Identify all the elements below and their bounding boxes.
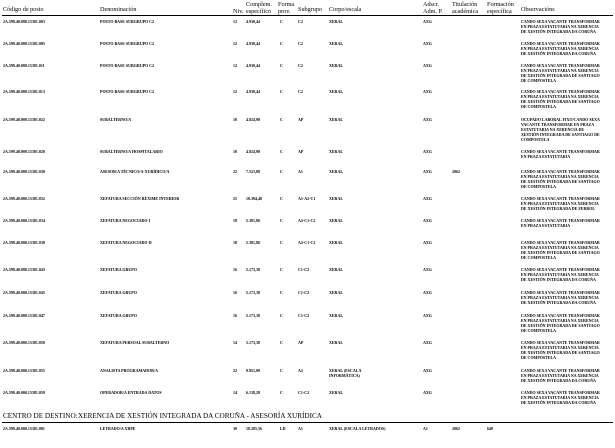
cell-adscription: AXG — [423, 240, 432, 245]
cell-subgroup: C1-C2 — [298, 390, 310, 395]
cell-level: 12 — [233, 89, 237, 94]
observation-line: XESTIÓN INTEGRADA DE SANTIAGO DE — [521, 132, 600, 137]
cell-corps: XERAL — [329, 149, 344, 154]
observation-line: VACANTE TRANSFORMAR EN PRAZA — [521, 122, 595, 127]
observation-line: EN PRAZA ESTATUTARIA NA XERENCIA — [521, 245, 599, 250]
cell-code: 2A.599.40.000.15381.045 — [3, 290, 45, 295]
cell-provision: C — [280, 340, 283, 345]
cell-level: 10 — [233, 149, 237, 154]
cell-corps: XERAL — [329, 19, 344, 24]
cell-denomination: POSTO BASE SUBGRUPO C2 — [100, 41, 155, 46]
cell-complement: 6.138,28 — [246, 390, 260, 395]
cell-adscription: AXG — [423, 89, 432, 94]
observation-line: CANDO SEXA VACANTE TRANSFORMAR — [521, 218, 600, 223]
cell-subgroup: C2 — [298, 19, 303, 24]
cell-subgroup: A2-C1-C2 — [298, 218, 316, 223]
cell-level: 30 — [233, 426, 237, 431]
cell-code: 2A.599.40.000.15381.055 — [3, 368, 45, 373]
cell-adscription: AXG — [423, 63, 432, 68]
cell-denomination: XEFATURA NEGOCIADO II — [100, 240, 152, 245]
observation-line: ESTATUTARIA NA XERENCIA DE — [521, 127, 585, 132]
cell-denomination: XEFATURA GRUPO — [100, 313, 137, 318]
cell-adscription: AXG — [423, 19, 432, 24]
observation-line: DE XESTIÓN INTEGRADA DA CORUÑA — [521, 300, 596, 305]
cell-complement: 5.381,86 — [246, 218, 260, 223]
cell-code: 2A.599.40.000.15381.047 — [3, 313, 45, 318]
cell-code: 2A.599.40.000.15381.022 — [3, 117, 45, 122]
table-row — [0, 426, 615, 448]
table-row — [0, 117, 615, 142]
cell-corps: XERAL — [329, 41, 344, 46]
observation-line: EN PRAZA ESTATUTARIA NA XERENCIA — [521, 201, 599, 206]
table-row — [0, 340, 615, 362]
observation-line: CANDO SEXA VACANTE TRANSFORMAR — [521, 169, 600, 174]
header-adscr: Adscr. — [423, 1, 439, 8]
observation-line: EN PRAZA ESTATUTARIA NA XERENCIA — [521, 46, 599, 51]
table-row — [0, 19, 615, 41]
cell-subgroup: C1-C2 — [298, 313, 310, 318]
observation-line: DE XESTIÓN INTEGRADA DA CORUÑA — [521, 378, 596, 383]
table-row — [0, 63, 615, 85]
cell-adscription: AXG — [423, 41, 432, 46]
cell-corps: XERAL (ESCALA LETRADOS) — [329, 426, 386, 431]
observation-line: DE XESTIÓN INTEGRADA DE SANTIAGO — [521, 323, 600, 328]
observation-line: EN PRAZA ESTATUTARIA NA XERENCIA — [521, 68, 599, 73]
observation-line: CANDO SEXA VACANTE TRANSFORMAR — [521, 340, 600, 345]
cell-level: 16 — [233, 313, 237, 318]
cell-corps: XERAL — [329, 340, 344, 345]
cell-degree: 2062 — [452, 169, 460, 174]
cell-level: 16 — [233, 290, 237, 295]
observation-line: DE XESTIÓN INTEGRADA DE SANTIAGO — [521, 73, 600, 78]
header-formacion: Formación — [487, 1, 514, 8]
table-row — [0, 313, 615, 335]
table-row — [0, 218, 615, 240]
header-forma: Forma — [278, 1, 295, 8]
cell-adscription: AXG — [423, 340, 432, 345]
cell-denomination: XEFATURA GRUPO — [100, 267, 137, 272]
cell-subgroup: A1 — [298, 169, 303, 174]
observation-line: EN PRAZA ESTATUTARIA NA XERENCIA — [521, 373, 599, 378]
cell-subgroup: C1-C2 — [298, 290, 310, 295]
cell-code: 2A.599.40.000.15381.038 — [3, 240, 45, 245]
cell-complement: 4.930,44 — [246, 63, 260, 68]
cell-observations — [521, 169, 615, 189]
header-codigo: Código de posto — [3, 6, 44, 13]
cell-degree: 2062 — [452, 426, 460, 431]
cell-corps: XERAL — [329, 267, 344, 272]
observation-line: EN PRAZA ESTATUTARIA NA XERENCIA — [521, 395, 599, 400]
cell-adscription: AXG — [423, 368, 432, 373]
cell-complement: 4.930,44 — [246, 89, 260, 94]
cell-observations — [521, 340, 615, 360]
header-academica: académica — [452, 8, 479, 15]
observation-line: CANDO SEXA VACANTE TRANSFORMAR — [521, 19, 600, 24]
table-row — [0, 390, 615, 412]
cell-denomination: XEFATURA SECCIÓN RÉXIME INTERIOR — [100, 196, 180, 201]
cell-code: 2A.599.40.000.15381.043 — [3, 267, 45, 272]
cell-denomination: XEFATURA PERSOAL SUBALTERNO — [100, 340, 170, 345]
cell-observations — [521, 267, 615, 282]
observation-line: DE XESTIÓN INTEGRADA DE SANTIAGO — [521, 250, 600, 255]
cell-provision: C — [280, 240, 283, 245]
observation-line: DE COMPOSTELA — [521, 104, 557, 109]
cell-adscription: AXG — [423, 390, 432, 395]
cell-level: 14 — [233, 390, 237, 395]
header-observacions: Observacións — [521, 6, 555, 13]
observation-line: EN PRAZA ESTATUTARIA NA XERENCIA — [521, 318, 599, 323]
observation-line: DE XESTIÓN INTEGRADA DE SANTIAGO — [521, 350, 600, 355]
cell-provision: C — [280, 89, 283, 94]
cell-complement: 7.523,88 — [246, 169, 260, 174]
cell-adscription: AXG — [423, 313, 432, 318]
observation-line: DE COMPOSTELA — [521, 184, 557, 189]
cell-corps: XERAL — [329, 313, 344, 318]
observation-line: DE COMPOSTELA — [521, 328, 557, 333]
cell-complement: 5.381,86 — [246, 240, 260, 245]
cell-provision: C — [280, 41, 283, 46]
cell-provision: C — [280, 196, 283, 201]
cell-complement: 4.824,90 — [246, 149, 260, 154]
cell-subgroup: A1-A2-C1 — [298, 196, 316, 201]
observation-line: CANDO SEXA VACANTE TRANSFORMAR — [521, 196, 600, 201]
header-especifico: específico — [246, 8, 272, 15]
cell-subgroup: C2 — [298, 89, 303, 94]
cell-provision: C — [280, 290, 283, 295]
center-label: CENTRO DE DESTINO: — [3, 412, 78, 420]
cell-provision: C — [280, 149, 283, 154]
cell-denomination: SUBALTERNO/A HOSPITALARIO — [100, 149, 163, 154]
cell-adscription: AXG — [423, 169, 432, 174]
cell-observations — [521, 63, 615, 83]
observation-line: DE XESTIÓN INTEGRADA DA CORUÑA — [521, 29, 596, 34]
cell-provision: C — [280, 169, 283, 174]
cell-level: 22 — [233, 169, 237, 174]
center-rule — [2, 422, 613, 423]
cell-level: 16 — [233, 267, 237, 272]
observation-line: CANDO SEXA VACANTE TRANSFORMAR — [521, 149, 600, 154]
cell-denomination: XEFATURA NEGOCIADO I — [100, 218, 151, 223]
cell-adscription: AXG — [423, 149, 432, 154]
cell-subgroup: A2-C1-C2 — [298, 240, 316, 245]
table-row — [0, 290, 615, 312]
cell-provision: C — [280, 117, 283, 122]
cell-corps: XERAL (ESCALA INFORMÁTICA) — [329, 368, 362, 378]
observation-line: CANDO SEXA VACANTE TRANSFORMAR — [521, 63, 600, 68]
cell-training: 640 — [487, 426, 493, 431]
cell-subgroup: AP — [298, 117, 304, 122]
observation-line: CANDO SEXA VACANTE TRANSFORMAR — [521, 390, 600, 395]
cell-corps: XERAL — [329, 218, 344, 223]
cell-observations — [521, 117, 615, 142]
cell-observations — [521, 390, 615, 405]
cell-provision: C — [280, 63, 283, 68]
table-row — [0, 196, 615, 218]
table-row — [0, 149, 615, 171]
cell-adscription: AXG — [423, 117, 432, 122]
cell-complement: 4.824,90 — [246, 117, 260, 122]
cell-adscription: A1 — [423, 426, 428, 431]
cell-code: 2A.599.40.000.15381.013 — [3, 89, 45, 94]
observation-line: COMPOSTELA — [521, 137, 550, 142]
cell-complement: 18.285,56 — [246, 426, 262, 431]
observation-line: DE COMPOSTELA — [521, 255, 557, 260]
observation-line: EN PRAZA ESTATUTARIA NA XERENCIA — [521, 174, 599, 179]
header-corpo: Corpo/escala — [329, 6, 362, 13]
cell-observations — [521, 19, 615, 34]
table-row — [0, 89, 615, 111]
cell-provision: C — [280, 19, 283, 24]
observation-line: DE COMPOSTELA — [521, 355, 557, 360]
cell-level: 10 — [233, 117, 237, 122]
observation-line: CANDO SEXA VACANTE TRANSFORMAR — [521, 89, 600, 94]
cell-observations — [521, 149, 615, 159]
cell-level: 12 — [233, 41, 237, 46]
cell-complement: 4.930,44 — [246, 19, 260, 24]
cell-code: 2A.599.40.000.15381.034 — [3, 218, 45, 223]
cell-subgroup: C1-C2 — [298, 267, 310, 272]
table-row — [0, 41, 615, 63]
cell-complement: 4.930,44 — [246, 41, 260, 46]
cell-adscription: AXG — [423, 196, 432, 201]
cell-subgroup: A2 — [298, 368, 303, 373]
cell-corps: XERAL — [329, 240, 344, 245]
cell-provision: C — [280, 267, 283, 272]
cell-subgroup: A1 — [298, 426, 303, 431]
cell-level: 22 — [233, 368, 237, 373]
header-complem: Complem. — [246, 1, 272, 8]
observation-line: CANDO SEXA VACANTE TRANSFORMAR — [521, 240, 600, 245]
header-rule — [2, 15, 613, 16]
cell-observations — [521, 89, 615, 109]
observation-line: EN PRAZA ESTATUTARIA NA XERENCIA — [521, 272, 599, 277]
cell-subgroup: C2 — [298, 63, 303, 68]
cell-subgroup: AP — [298, 149, 304, 154]
cell-denomination: SUBALTERNO/A — [100, 117, 132, 122]
header-subgrupo: Subgrupo — [298, 6, 323, 13]
cell-level: 12 — [233, 63, 237, 68]
observation-line: DE XESTIÓN INTEGRADA DE SANTIAGO — [521, 99, 600, 104]
cell-complement: 10.394,48 — [246, 196, 262, 201]
cell-complement: 5.173,38 — [246, 313, 260, 318]
cell-provision: C — [280, 313, 283, 318]
center-value: XERENCIA DE XESTIÓN INTEGRADA DA CORUÑA - ASESORÍA XURÍDICA — [78, 412, 322, 420]
cell-code: 2A.599.40.000.15381.059 — [3, 390, 45, 395]
cell-observations — [521, 313, 615, 333]
observation-line: DE COMPOSTELA — [521, 78, 557, 83]
cell-code: 2A.599.40.000.15381.030 — [3, 169, 45, 174]
header-titulacion: Titulación — [452, 1, 478, 8]
cell-provision: LD — [280, 426, 286, 431]
header-prov: prov. — [278, 8, 291, 15]
cell-complement: 5.173,38 — [246, 290, 260, 295]
cell-observations — [521, 41, 615, 56]
cell-denomination: ASESOR/A TÉCNICO/A-XURÍDICO/A — [100, 169, 170, 174]
cell-provision: C — [280, 368, 283, 373]
cell-observations — [521, 368, 615, 383]
cell-subgroup: AP — [298, 340, 304, 345]
cell-level: 18 — [233, 240, 237, 245]
cell-level: 18 — [233, 218, 237, 223]
cell-code: 2A.599.40.000.15381.005 — [3, 41, 45, 46]
observation-line: EN PRAZA ESTATUTARIA NA XERENCIA — [521, 345, 599, 350]
cell-level: 12 — [233, 19, 237, 24]
cell-denomination: POSTO BASE SUBGRUPO C2 — [100, 63, 155, 68]
header-especifica: específica — [487, 8, 512, 15]
cell-subgroup: C2 — [298, 41, 303, 46]
cell-denomination: LETRADO/A XRPE — [100, 426, 136, 431]
observation-line: DE XESTIÓN INTEGRADA DA CORUÑA — [521, 277, 596, 282]
cell-level: 25 — [233, 196, 237, 201]
cell-level: 14 — [233, 340, 237, 345]
observation-line: EN PRAZA ESTATUTARIA — [521, 223, 571, 228]
cell-code: 2A.599.40.000.15381.050 — [3, 340, 45, 345]
table-row — [0, 169, 615, 191]
table-row — [0, 240, 615, 262]
observation-line: CANDO SEXA VACANTE TRANSFORMAR — [521, 41, 600, 46]
cell-denomination: POSTO BASE SUBGRUPO C2 — [100, 19, 155, 24]
cell-complement: 5.173,38 — [246, 340, 260, 345]
cell-complement: 5.173,38 — [246, 267, 260, 272]
cell-corps: XERAL — [329, 196, 344, 201]
cell-adscription: AXG — [423, 267, 432, 272]
cell-observations — [521, 290, 615, 305]
center-of-destination — [3, 412, 322, 420]
observation-line: CANDO SEXA VACANTE TRANSFORMAR — [521, 267, 600, 272]
cell-corps: XERAL — [329, 390, 344, 395]
cell-observations — [521, 240, 615, 260]
cell-code: 2A.599.40.000.15381.032 — [3, 196, 45, 201]
observation-line: EN PRAZA ESTATUTARIA NA XERENCIA — [521, 24, 599, 29]
observation-line: DE XESTIÓN INTEGRADA DE FERROL — [521, 206, 596, 211]
cell-code: 2A.599.40.000.15381.011 — [3, 63, 45, 68]
header-niv: Niv. — [233, 8, 244, 15]
table-row — [0, 368, 615, 390]
observation-line: EN PRAZA ESTATUTARIA NA XERENCIA — [521, 94, 599, 99]
cell-corps: XERAL — [329, 89, 344, 94]
observation-line: CANDO SEXA VACANTE TRANSFORMAR — [521, 368, 600, 373]
cell-observations — [521, 218, 615, 228]
cell-code: 2A.599.40.000.15381.001 — [3, 426, 45, 431]
cell-corps: XERAL — [329, 290, 344, 295]
header-denominacion: Denominación — [100, 6, 137, 13]
cell-denomination: POSTO BASE SUBGRUPO C2 — [100, 89, 155, 94]
cell-code: 2A.599.40.000.15381.003 — [3, 19, 45, 24]
cell-adscription: AXG — [423, 290, 432, 295]
cell-adscription: AXG — [423, 218, 432, 223]
observation-line: DE XESTIÓN INTEGRADA DA CORUÑA — [521, 51, 596, 56]
cell-denomination: ANALISTA PROGRAMADOR/A — [100, 368, 159, 373]
cell-corps: XERAL — [329, 63, 344, 68]
observation-line: EN PRAZA ESTATUTARIA NA XERENCIA — [521, 295, 599, 300]
cell-corps: XERAL — [329, 169, 344, 174]
cell-observations — [521, 196, 615, 211]
cell-complement: 9.951,00 — [246, 368, 260, 373]
table-row — [0, 267, 615, 289]
observation-line: DE XESTIÓN INTEGRADA DE SANTIAGO — [521, 179, 600, 184]
cell-denomination: XEFATURA GRUPO — [100, 290, 137, 295]
cell-code: 2A.599.40.000.15381.028 — [3, 149, 45, 154]
observation-line: DE XESTIÓN INTEGRADA DA CORUÑA — [521, 400, 596, 405]
observation-line: CANDO SEXA VACANTE TRANSFORMAR — [521, 290, 600, 295]
observation-line: CANDO SEXA VACANTE TRANSFORMAR — [521, 313, 600, 318]
header-adm: Adm. P. — [423, 8, 443, 15]
observation-line: EN PRAZA ESTATUTARIA — [521, 154, 571, 159]
cell-denomination: OPERADOR/A ENTRADA DATOS — [100, 390, 162, 395]
cell-provision: C — [280, 218, 283, 223]
cell-corps: XERAL — [329, 117, 344, 122]
cell-provision: C — [280, 390, 283, 395]
observation-line: OCUPADO LABORAL FIXO/CANDO SEXA — [521, 117, 600, 122]
